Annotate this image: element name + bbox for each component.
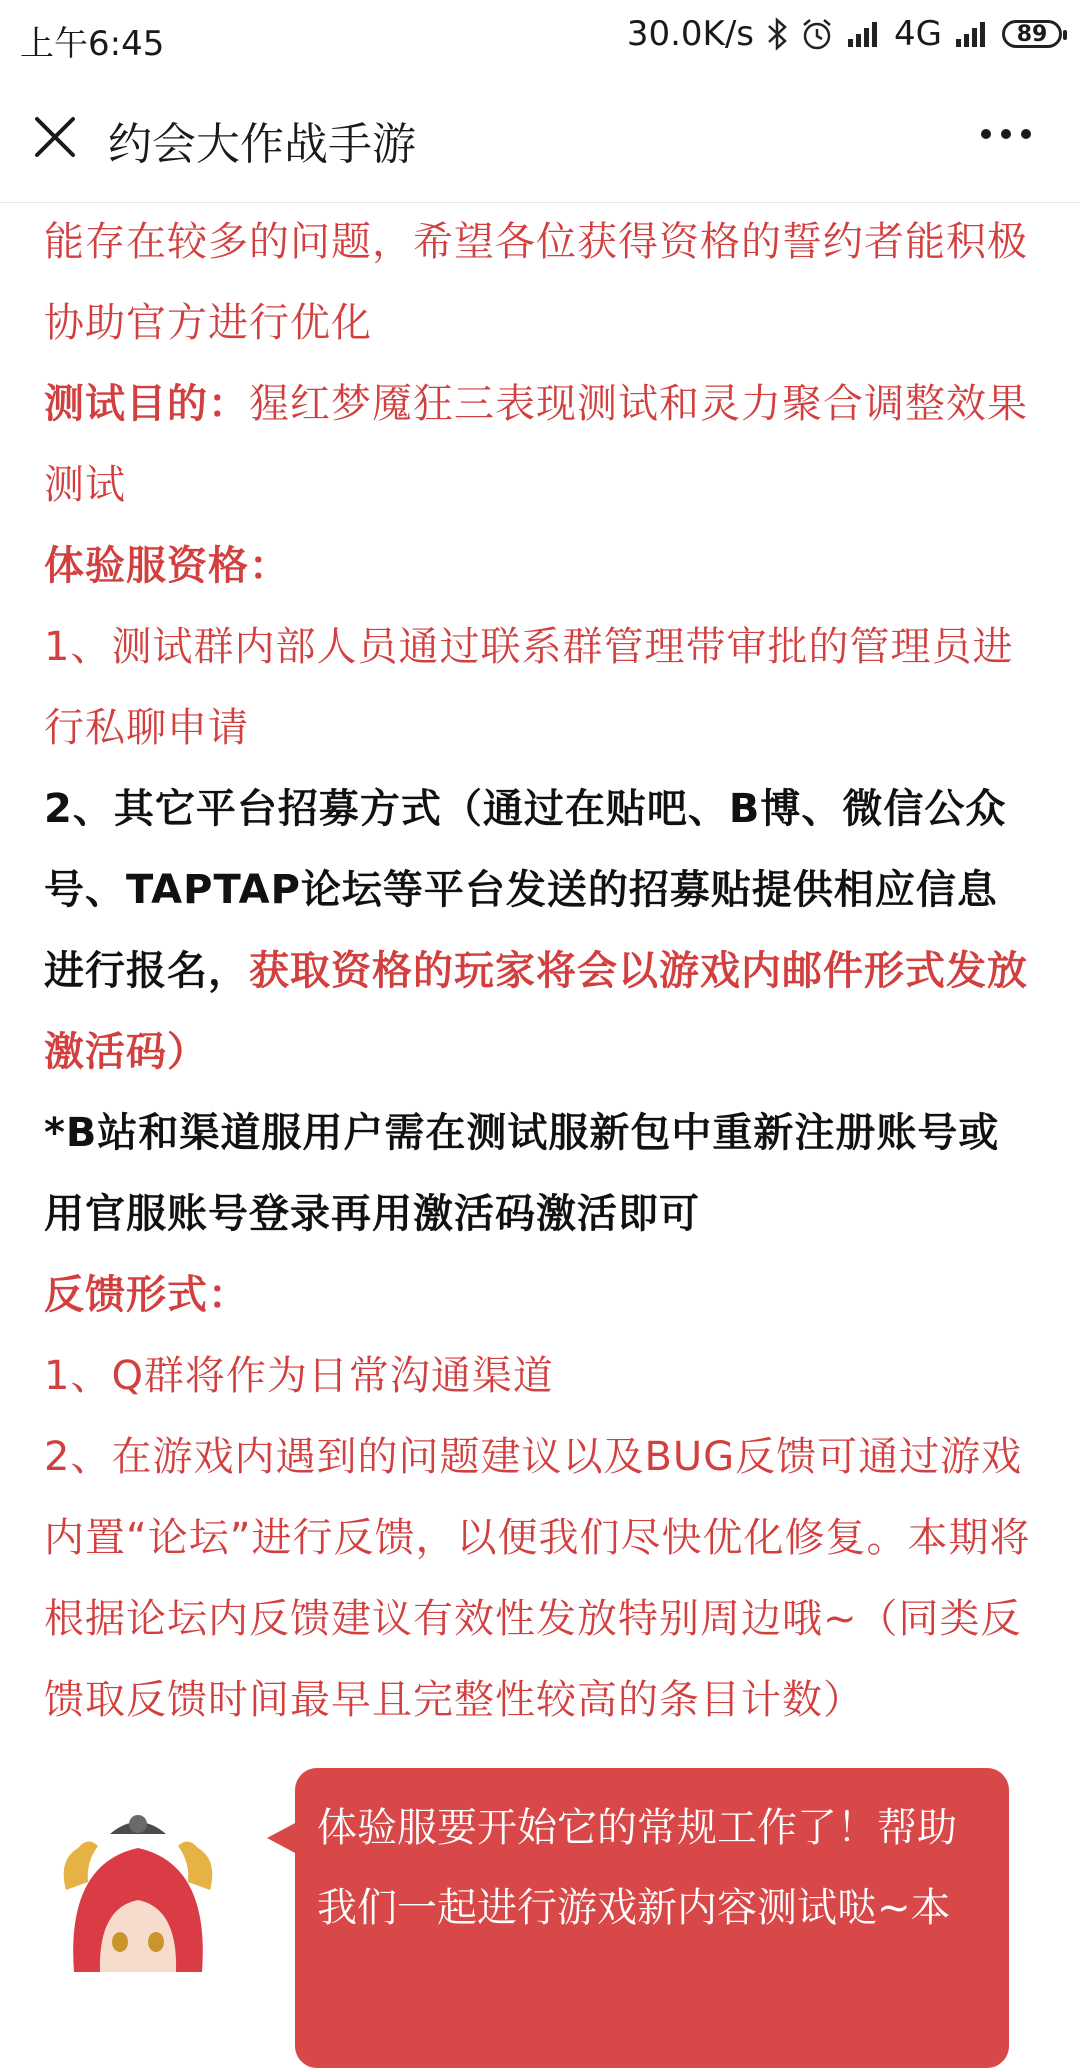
status-icons [627, 14, 1062, 54]
bubble-tail [267, 1822, 297, 1854]
alarm-icon [800, 17, 834, 51]
battery-level: 89 [1016, 21, 1048, 47]
intro-text: 能存在较多的问题，希望各位获得资格的誓约者能积极协助官方进行优化 [44, 219, 1028, 346]
qualification-item-2-end: ） [167, 1029, 208, 1075]
mascot-avatar [48, 1812, 228, 1972]
hd-signal-icon [846, 19, 882, 49]
qualification-item-2-text: 2、其它平台招募方式（通过在贴吧、B博、微信公众号、TAPTAP论坛等平台发送的招募贴提供相应信息进行报名， [44, 786, 1007, 994]
qualification-item-2 [44, 769, 1036, 1093]
test-goal [44, 364, 1036, 526]
feedback-item-1: 1、Q群将作为日常沟通渠道 [44, 1353, 554, 1399]
qualification-item-2-highlight: 获取资格的玩家将会以游戏内邮件形式发放激活码 [44, 948, 1028, 1075]
feedback-item-2: 2、在游戏内遇到的问题建议以及BUG反馈可通过游戏内置“论坛”进行反馈，以便我们尽快优化修复。本期将根据论坛内反馈建议有效性发放特别周边哦~（同类反馈取反馈时间最早且完整性较高的条目计数） [44, 1434, 1031, 1723]
network-speed: 30.0K/s [626, 14, 755, 54]
feedback-heading: 反馈形式： [44, 1272, 249, 1318]
test-goal-label: 测试目的： [44, 381, 249, 427]
title-bar [0, 72, 1080, 203]
signal-icon [954, 19, 990, 49]
status-time: 上午6:45 [20, 24, 165, 64]
close-icon[interactable] [32, 114, 78, 160]
article-content [44, 202, 1036, 1741]
test-goal-text: 猩红梦魇狂三表现测试和灵力聚合调整效果测试 [44, 381, 1028, 508]
status-bar [0, 0, 1080, 72]
account-note: *B站和渠道服用户需在测试服新包中重新注册账号或用官服账号登录再用激活码激活即可 [44, 1110, 1000, 1237]
mascot-chat [0, 1760, 1080, 1931]
bluetooth-icon [766, 17, 788, 51]
network-type: 4G [894, 14, 942, 54]
more-icon[interactable] [976, 124, 1036, 144]
chat-bubble: 体验服要开始它的常规工作了！帮助我们一起进行游戏新内容测试哒~本 [295, 1768, 1009, 2068]
battery-icon [1002, 20, 1062, 48]
qualification-heading: 体验服资格： [44, 543, 290, 589]
qualification-item-1: 1、测试群内部人员通过联系群管理带审批的管理员进行私聊申请 [44, 624, 1014, 751]
page-title: 约会大作战手游 [108, 119, 416, 170]
